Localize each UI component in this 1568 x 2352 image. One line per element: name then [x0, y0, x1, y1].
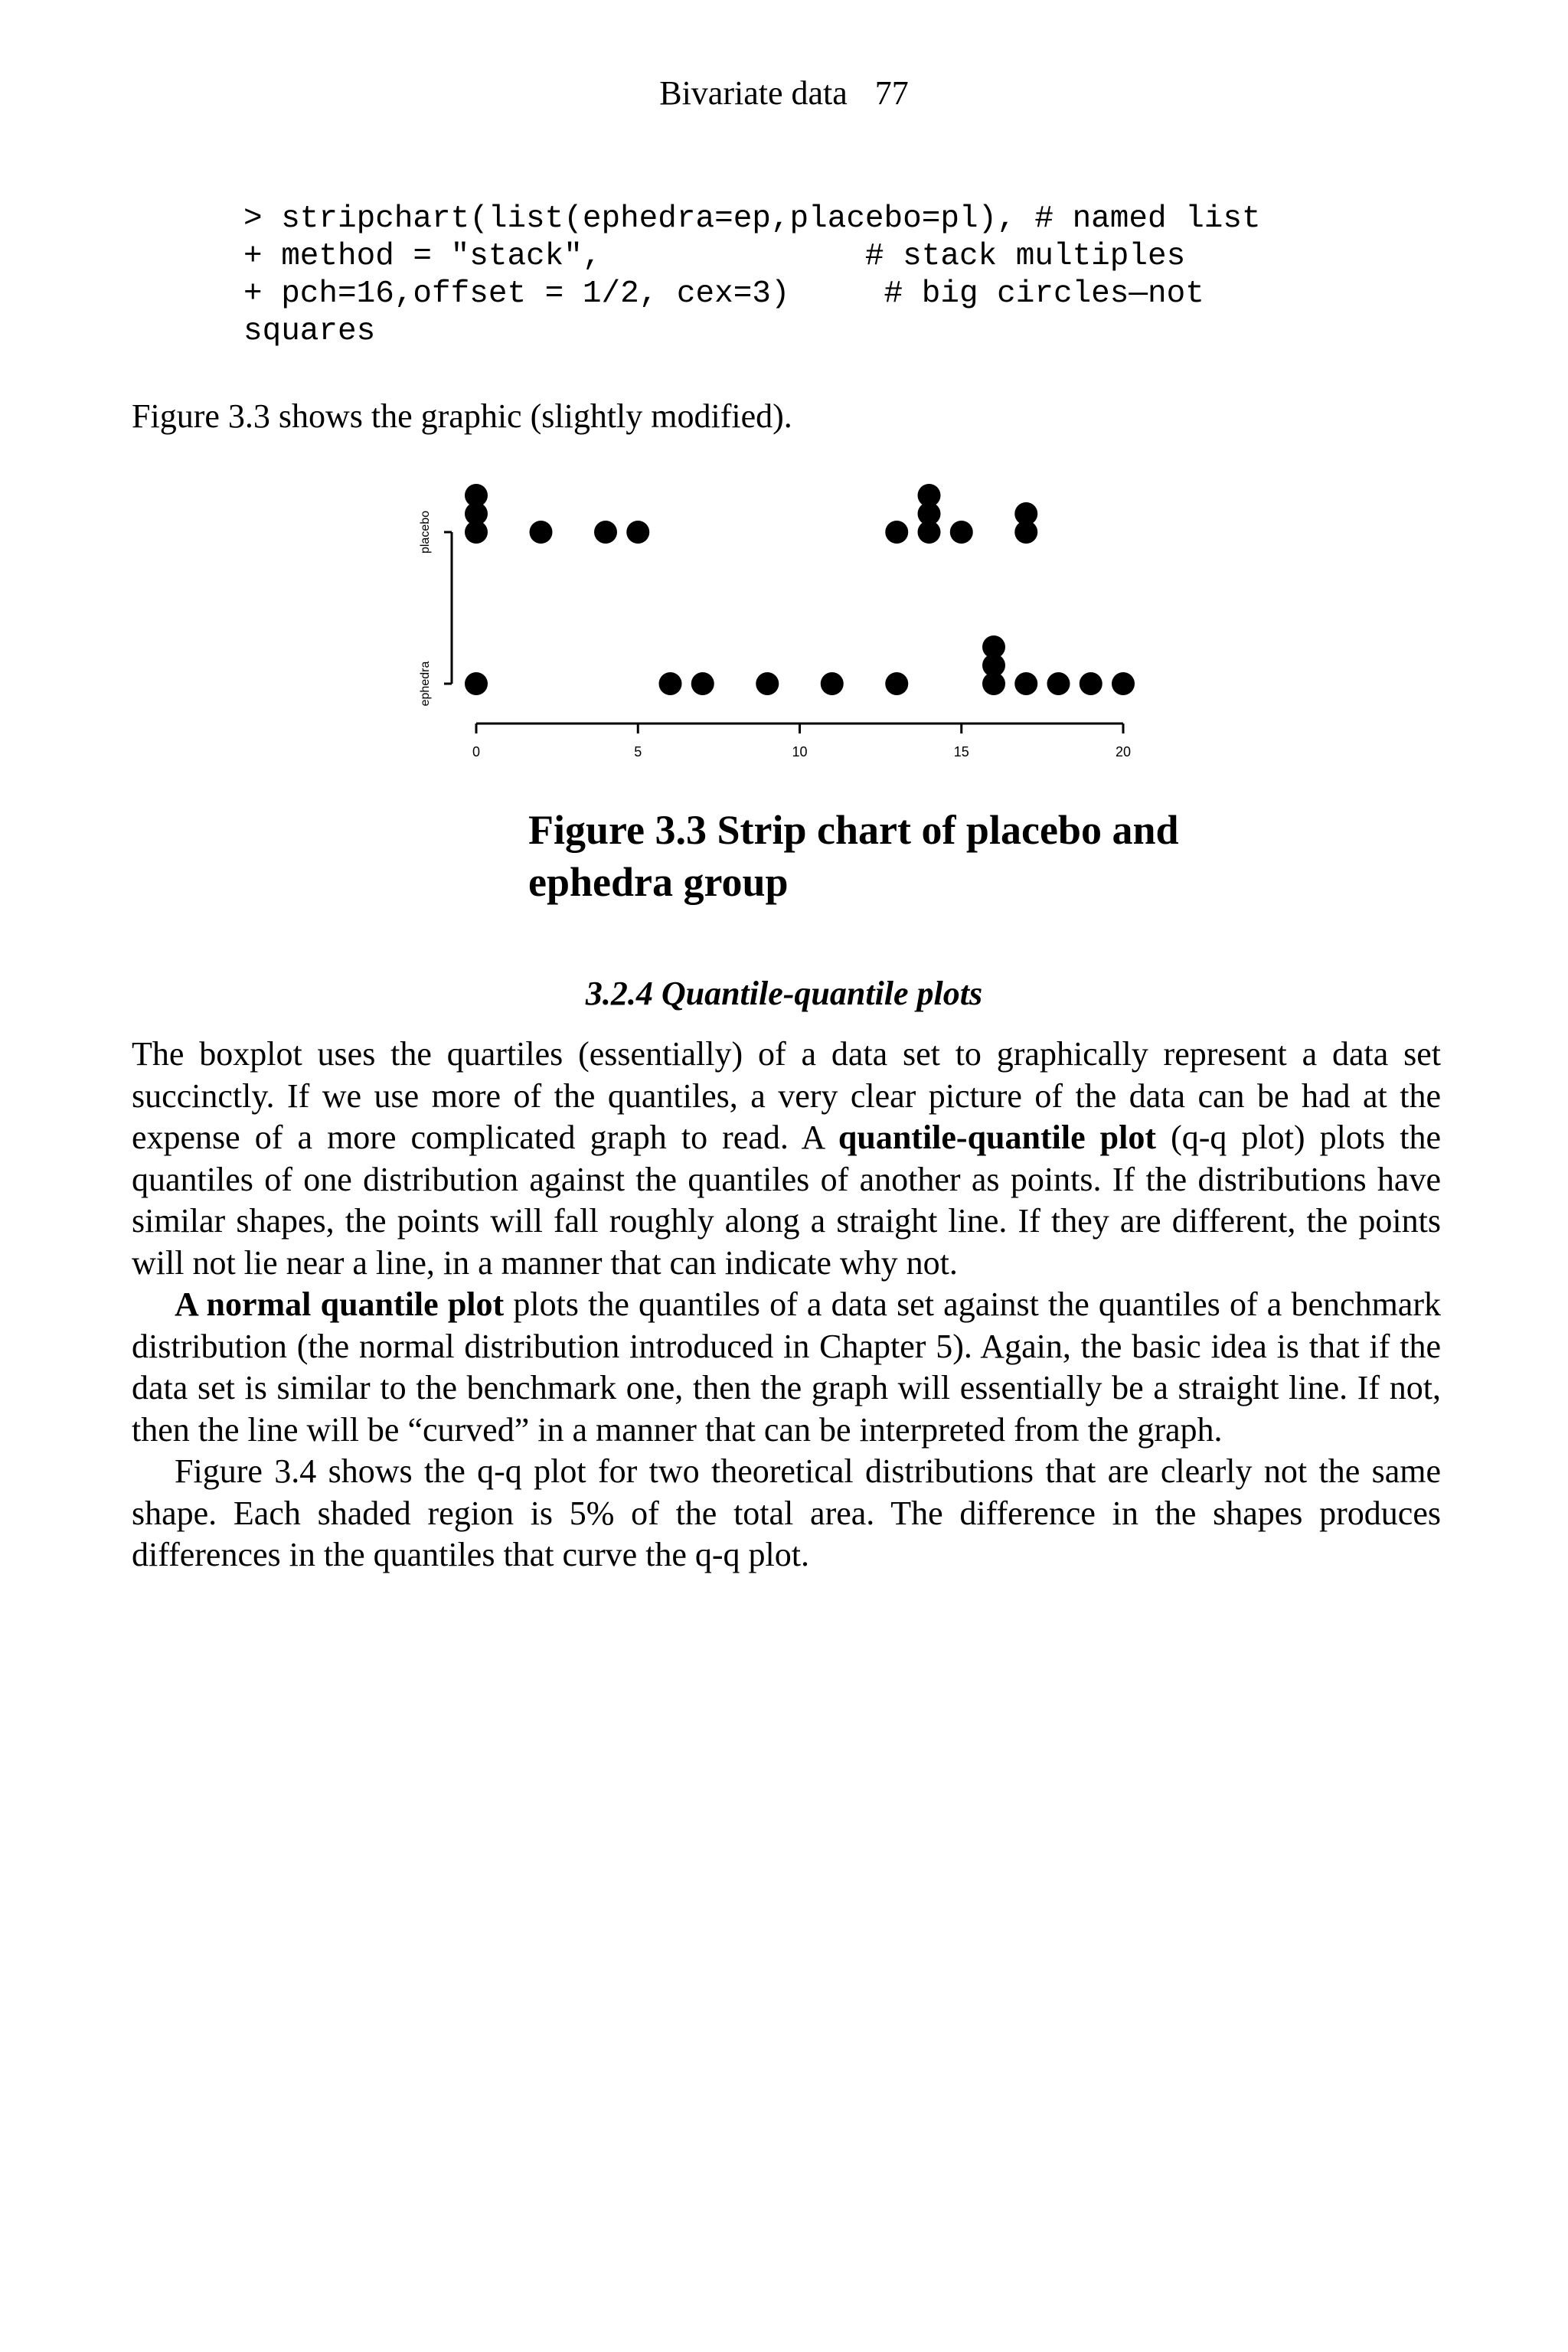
data-point-ephedra [691, 672, 714, 695]
data-point-placebo [594, 521, 617, 544]
paragraph-2 [132, 1284, 1441, 1451]
data-point-ephedra [1014, 672, 1037, 695]
data-point-ephedra [1047, 672, 1070, 695]
data-point-ephedra [1080, 672, 1102, 695]
data-point-ephedra [465, 672, 488, 695]
x-tick-label: 10 [792, 744, 808, 760]
data-point-placebo [885, 521, 908, 544]
page-number: 77 [874, 74, 909, 112]
data-point-ephedra [1112, 672, 1135, 695]
x-tick-label: 20 [1115, 744, 1132, 760]
paragraph-text: (q-q plot) plots the quantiles of one distribution against the quantiles of another as points. If the distributions have similar shapes, the points will fall roughly along a straight line. If they are different, the points will not lie near a line, in a manner that can indicate why not. [132, 1119, 1441, 1282]
data-point-ephedra [756, 672, 779, 695]
code-line: squares [243, 314, 376, 349]
figure-caption [528, 804, 1263, 908]
intro-text: Figure 3.3 shows the graphic (slightly modified). [132, 397, 792, 435]
y-tick-label: placebo [419, 510, 432, 554]
data-point-placebo [1014, 502, 1037, 525]
strip-chart [390, 467, 1187, 773]
code-line: + pch=16,offset = 1/2, cex=3) # big circles—not [243, 276, 1204, 312]
code-line: + method = "stack", # stack multiples [243, 239, 1186, 274]
data-point-placebo [465, 484, 488, 507]
running-title: Bivariate data [659, 74, 848, 112]
data-point-ephedra [885, 672, 908, 695]
section-heading: 3.2.4 Quantile-quantile plots [585, 975, 983, 1012]
data-point-placebo [918, 484, 941, 507]
figure-caption-label: Figure 3.3 [528, 807, 707, 853]
paragraph-text: Figure 3.4 shows the q-q plot for two theoretical distributions that are clearly not the same shape. Each shaded region is 5% of the total area. The difference in the shapes produces differences in the quantiles that curve the q-q plot. [132, 1452, 1441, 1573]
x-tick-label: 5 [634, 744, 642, 760]
data-point-placebo [626, 521, 649, 544]
body-text [132, 1034, 1441, 1576]
figure-caption-text: Strip chart of placebo and ephedra group [528, 807, 1179, 905]
data-point-ephedra [982, 635, 1005, 658]
x-tick-label: 0 [472, 744, 481, 760]
data-point-placebo [950, 521, 973, 544]
x-axis [472, 724, 1131, 760]
y-axis [419, 511, 452, 706]
paragraph-text: plots the quantiles of a data set against the quantiles of a benchmark distribution (the normal distribution introduced in Chapter 5). Again, the basic idea is that if the data set is similar to the benchmark one, then the graph will essentially be a straight line. If not, then the line will be “curved” in a manner that can be interpreted from the graph. [132, 1285, 1441, 1449]
paragraph-text: The boxplot uses the quartiles (essentially) of a data set to graphically represent a data set succinctly. If we use more of the quantiles, a very clear picture of the data can be had at the expense of a more complicated graph to read. A [132, 1035, 1441, 1156]
paragraph-3 [132, 1451, 1441, 1576]
code-block [243, 201, 1261, 351]
data-points [465, 484, 1135, 695]
y-tick-label: ephedra [419, 661, 432, 707]
defined-term: quantile-quantile plot [838, 1119, 1157, 1156]
code-line: > stripchart(list(ephedra=ep,placebo=pl), # named list [243, 201, 1261, 237]
running-head [0, 74, 1568, 113]
defined-term: A normal quantile plot [175, 1285, 505, 1323]
x-tick-label: 15 [953, 744, 969, 760]
data-point-ephedra [659, 672, 682, 695]
data-point-ephedra [821, 672, 844, 695]
data-point-placebo [530, 521, 553, 544]
paragraph-1 [132, 1034, 1441, 1284]
